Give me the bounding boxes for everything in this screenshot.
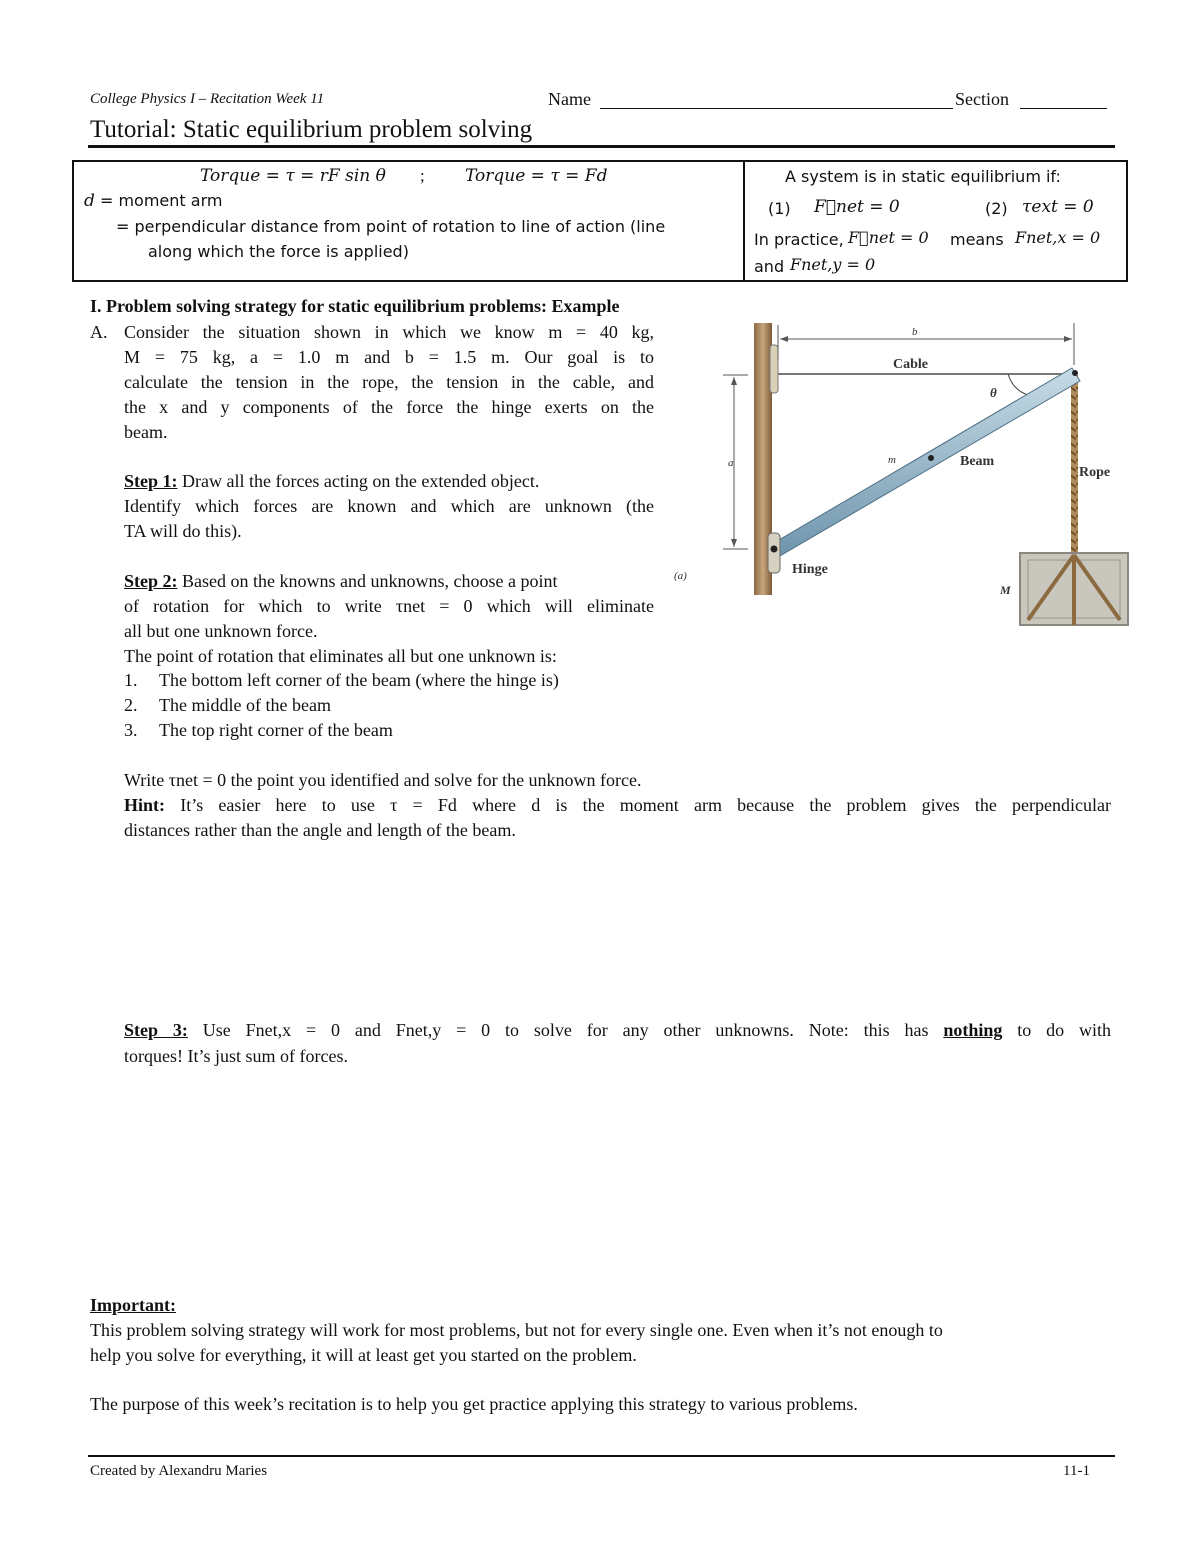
important-line3: The purpose of this week’s recitation is to help you get practice applying this strategy to various problems. bbox=[90, 1394, 858, 1414]
perp-def-line1: = perpendicular distance from point of rotation to line of action (line bbox=[116, 217, 666, 236]
condition-1-label: (1) bbox=[768, 199, 791, 218]
practice-means: means bbox=[950, 230, 1004, 249]
condition-1: F⃗net = 0 bbox=[814, 197, 900, 217]
formula-box-divider bbox=[743, 160, 745, 282]
practice-text: In practice, bbox=[754, 230, 844, 249]
option-3-num: 3. bbox=[124, 720, 138, 740]
section-heading: I. Problem solving strategy for static equilibrium problems: Example bbox=[90, 296, 620, 316]
part-a-line5: beam. bbox=[124, 422, 168, 442]
practice-and: and bbox=[754, 257, 785, 276]
part-a-line1: Consider the situation shown in which we know m = 40 kg, bbox=[124, 322, 654, 342]
label-M: M bbox=[1000, 583, 1011, 597]
theta-arc bbox=[1008, 374, 1028, 395]
step3-line1 bbox=[124, 1020, 1111, 1041]
name-label: Name bbox=[548, 89, 591, 109]
physics-figure bbox=[668, 315, 1138, 630]
beam bbox=[772, 368, 1080, 557]
step2-line1 bbox=[124, 571, 654, 592]
step2-text: Based on the knowns and unknowns, choose a point bbox=[177, 571, 558, 591]
step1-text: Draw all the forces acting on the extended object. bbox=[177, 471, 540, 491]
title-rule bbox=[88, 145, 1115, 148]
moment-arm-text: = moment arm bbox=[94, 191, 223, 210]
label-beam: Beam bbox=[960, 454, 995, 469]
step3-label: Step 3: bbox=[124, 1020, 188, 1040]
practice-eq: F⃗net = 0 bbox=[848, 228, 929, 247]
important-line2: help you solve for everything, it will at least get you started on the problem. bbox=[90, 1345, 637, 1365]
part-a-line2: M = 75 kg, a = 1.0 m and b = 1.5 m. Our goal is to bbox=[124, 347, 654, 367]
important-line1: This problem solving strategy will work for most problems, but not for every single one. Even when it’s not enough to bbox=[90, 1320, 943, 1340]
step1-line3: TA will do this). bbox=[124, 521, 242, 541]
step2-label: Step 2: bbox=[124, 571, 178, 591]
step3-text-b: to do with bbox=[1002, 1020, 1111, 1040]
beam-center bbox=[928, 455, 934, 461]
rope bbox=[1071, 375, 1078, 560]
condition-2: τext = 0 bbox=[1022, 197, 1094, 217]
option-2-text: The middle of the beam bbox=[159, 695, 331, 715]
hint-line2: distances rather than the angle and length of the beam. bbox=[124, 820, 516, 840]
torque-formula-1: Torque = τ = rF sin θ bbox=[200, 166, 386, 186]
part-a-line4: the x and y components of the force the hinge exerts on the bbox=[124, 397, 654, 417]
step1-label: Step 1: bbox=[124, 471, 178, 491]
part-a-label: A. bbox=[90, 322, 108, 342]
hint-label: Hint: bbox=[124, 795, 166, 815]
step2-line2: of rotation for which to write τnet = 0 which will eliminate bbox=[124, 596, 654, 616]
write-instruction: Write τnet = 0 the point you identified and solve for the unknown force. bbox=[124, 770, 642, 790]
condition-2-label: (2) bbox=[985, 199, 1008, 218]
step1-line1 bbox=[124, 471, 654, 492]
hinge-pin bbox=[771, 546, 778, 553]
cable-bracket bbox=[770, 345, 778, 393]
label-part: (a) bbox=[674, 570, 687, 582]
option-2-num: 2. bbox=[124, 695, 138, 715]
beam-end bbox=[1072, 370, 1078, 376]
footer-rule bbox=[88, 1455, 1115, 1457]
footer-author: Created by Alexandru Maries bbox=[90, 1463, 268, 1479]
step3-text-a: Use Fnet,x = 0 and Fnet,y = 0 to solve for any other unknowns. Note: this has bbox=[187, 1020, 944, 1040]
perp-def-line2: along which the force is applied) bbox=[148, 242, 409, 261]
label-hinge: Hinge bbox=[792, 562, 828, 577]
part-a-line3: calculate the tension in the rope, the tension in the cable, and bbox=[124, 372, 654, 392]
option-1-text: The bottom left corner of the beam (where the hinge is) bbox=[159, 670, 559, 690]
course-header: College Physics I – Recitation Week 11 bbox=[90, 91, 325, 107]
step3-line2: torques! It’s just sum of forces. bbox=[124, 1046, 348, 1066]
d-symbol: d bbox=[84, 191, 95, 211]
label-theta: θ bbox=[990, 385, 997, 400]
hinge bbox=[768, 533, 780, 573]
page-title: Tutorial: Static equilibrium problem solving bbox=[90, 116, 533, 143]
label-m: m bbox=[888, 454, 896, 466]
label-a: a bbox=[728, 457, 734, 469]
formula-separator: ; bbox=[420, 166, 425, 185]
label-cable: Cable bbox=[893, 357, 928, 372]
hint-line1 bbox=[124, 795, 1111, 816]
page-number: 11-1 bbox=[1063, 1463, 1090, 1479]
option-3-text: The top right corner of the beam bbox=[159, 720, 393, 740]
important-label: Important: bbox=[90, 1295, 176, 1315]
step1-line2: Identify which forces are known and which are unknown (the bbox=[124, 496, 654, 516]
torque-formula-2: Torque = τ = Fd bbox=[465, 166, 608, 186]
label-b: b bbox=[912, 326, 918, 338]
moment-arm-def bbox=[84, 191, 222, 211]
practice-eq-y: Fnet,y = 0 bbox=[790, 255, 876, 274]
practice-eq-x: Fnet,x = 0 bbox=[1015, 228, 1101, 247]
step2-line4: The point of rotation that eliminates all but one unknown is: bbox=[124, 646, 557, 666]
name-blank[interactable] bbox=[600, 108, 953, 109]
nothing-emphasis: nothing bbox=[943, 1020, 1003, 1040]
equilibrium-heading: A system is in static equilibrium if: bbox=[785, 167, 1061, 186]
label-rope: Rope bbox=[1079, 465, 1111, 480]
section-label: Section bbox=[955, 89, 1009, 109]
step2-line3: all but one unknown force. bbox=[124, 621, 318, 641]
section-blank[interactable] bbox=[1020, 108, 1107, 109]
hint-text: It’s easier here to use τ = Fd where d is the moment arm because the problem gives the perpendicular bbox=[165, 795, 1111, 815]
option-1-num: 1. bbox=[124, 670, 138, 690]
